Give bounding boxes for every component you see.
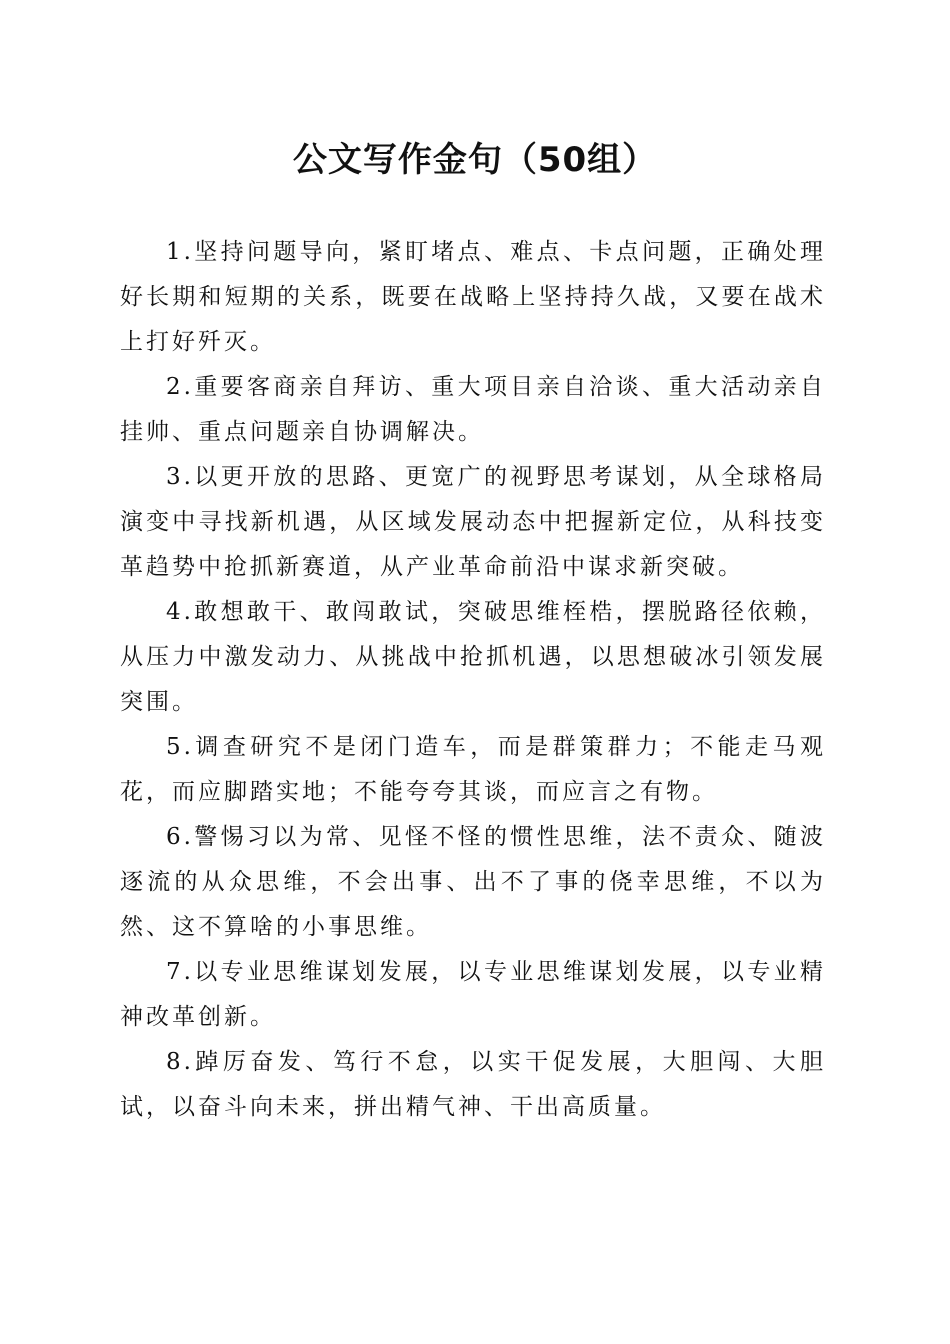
paragraph-6: 6.警惕习以为常、见怪不怪的惯性思维，法不责众、随波逐流的从众思维，不会出事、出不了事的侥幸思维，不以为然、这不算啥的小事思维。 [120,824,826,940]
paragraph-3: 3.以更开放的思路、更宽广的视野思考谋划，从全球格局演变中寻找新机遇，从区域发展动态中把握新定位，从科技变革趋势中抢抓新赛道，从产业革命前沿中谋求新突破。 [120,464,826,580]
paragraph-2: 2.重要客商亲自拜访、重大项目亲自洽谈、重大活动亲自挂帅、重点问题亲自协调解决。 [120,374,826,445]
paragraph-8: 8.踔厉奋发、笃行不怠，以实干促发展，大胆闯、大胆试，以奋斗向未来，拼出精气神、干出高质量。 [120,1049,826,1120]
paragraph-5: 5.调查研究不是闭门造车，而是群策群力；不能走马观花，而应脚踏实地；不能夸夸其谈，而应言之有物。 [120,734,826,805]
document-title: 公文写作金句（50组） [292,140,658,180]
document-body [120,230,826,1130]
paragraph-7: 7.以专业思维谋划发展，以专业思维谋划发展，以专业精神改革创新。 [120,959,826,1030]
paragraph-1: 1.坚持问题导向，紧盯堵点、难点、卡点问题，正确处理好长期和短期的关系，既要在战略上坚持持久战，又要在战术上打好歼灭。 [120,239,826,355]
paragraph-4: 4.敢想敢干、敢闯敢试，突破思维桎梏，摆脱路径依赖，从压力中激发动力、从挑战中抢抓机遇，以思想破冰引领发展突围。 [120,599,826,715]
